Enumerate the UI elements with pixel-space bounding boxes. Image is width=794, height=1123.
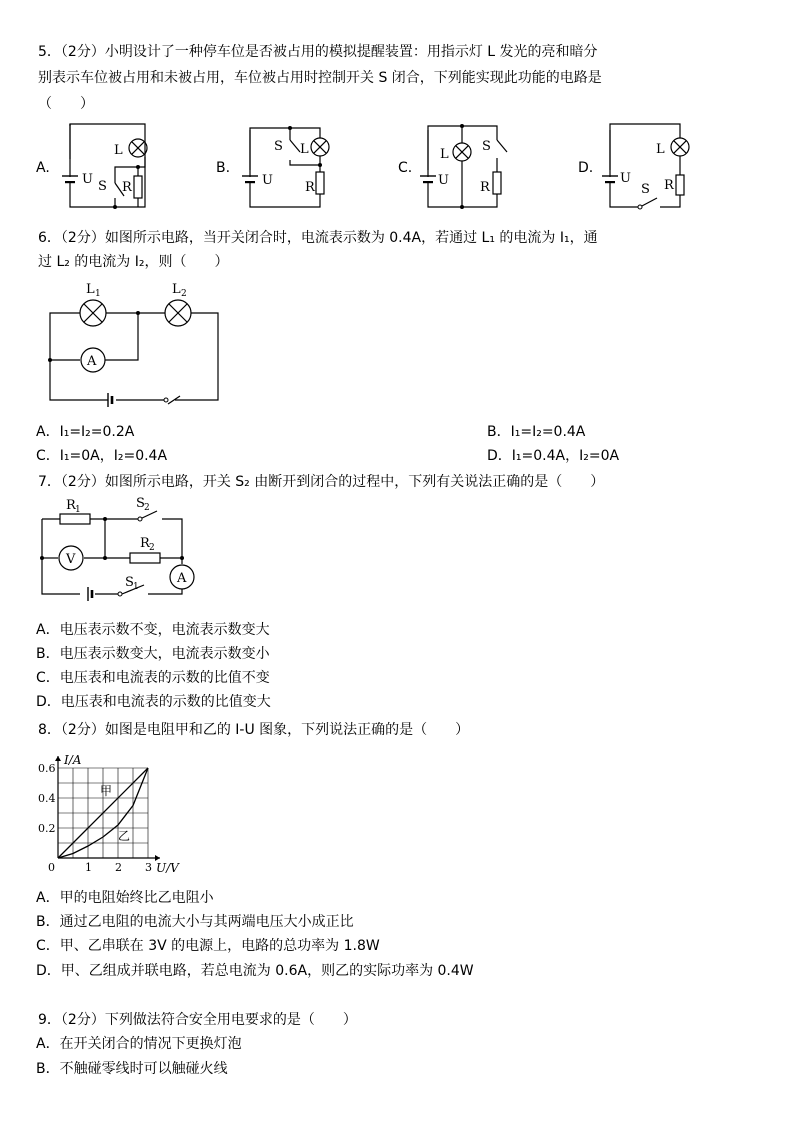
y-tick-label: 0.2	[38, 822, 56, 835]
q5c-lamp-label: L	[440, 147, 449, 162]
q6-option-b: B．I₁=I₂=0.4A	[487, 424, 586, 440]
q5c-source-label: U	[438, 173, 449, 188]
q6-stem-line1: 6．（2分）如图所示电路，当开关闭合时，电流表示数为 0.4A，若通过 L₁ 的电流为 I₁，通	[38, 230, 598, 246]
q7-s2-sub: 2	[144, 503, 150, 513]
q7-s1-label: S	[125, 575, 134, 590]
q8-option-b: B．通过乙电阻的电流大小与其两端电压大小成正比	[36, 914, 354, 930]
q6-lamp1-label: L	[86, 282, 95, 297]
q5b-switch-label: S	[274, 139, 283, 154]
series-yi-label: 乙	[118, 829, 131, 843]
q5-stem-line2: 别表示车位被占用和未被占用，车位被占用时控制开关 S 闭合，下列能实现此功能的电路是	[38, 70, 602, 86]
q7-s2-label: S	[136, 496, 145, 511]
q6-ammeter-label: A	[87, 354, 97, 369]
q7-s1-sub: 1	[133, 582, 139, 592]
q7-option-b: B．电压表示数变大，电流表示数变小	[36, 646, 270, 662]
x-tick-label: 1	[85, 861, 92, 874]
q5a-resistor-label: R	[122, 180, 132, 195]
q6-option-c: C．I₁=0A，I₂=0.4A	[36, 448, 168, 464]
q6-option-d: D．I₁=0.4A，I₂=0A	[487, 448, 620, 464]
y-axis-arrow	[55, 756, 61, 761]
x-tick-label: 2	[115, 861, 122, 874]
q5-option-a-label: A.	[36, 160, 50, 176]
chart-xlabel: U/V	[156, 861, 179, 875]
q5c-resistor-label: R	[480, 180, 490, 195]
q5d-source-label: U	[620, 171, 631, 186]
q5-option-c-label: C.	[398, 160, 413, 176]
q5a-switch-label: S	[98, 179, 107, 194]
q7-voltmeter-label: V	[66, 552, 76, 567]
q7-r2-sub: 2	[149, 543, 155, 553]
q6-lamp2-label: L	[172, 282, 181, 297]
q6-option-a: A．I₁=I₂=0.2A	[36, 424, 135, 440]
q9-option-b: B．不触碰零线时可以触碰火线	[36, 1061, 228, 1077]
series-jia-label: 甲	[100, 784, 113, 798]
q5d-resistor-label: R	[664, 178, 674, 193]
q5d-lamp-label: L	[656, 142, 665, 157]
x-tick-label: 0	[48, 861, 55, 874]
q7-ammeter-label: A	[177, 571, 187, 586]
q7-option-d: D．电压表和电流表的示数的比值变大	[36, 694, 271, 710]
q5-stem-line1: 5．（2分）小明设计了一种停车位是否被占用的模拟提醒装置：用指示灯 L 发光的亮和暗分	[38, 44, 598, 60]
chart-ticks	[38, 762, 152, 874]
q7-stem: 7．（2分）如图所示电路，开关 S₂ 由断开到闭合的过程中，下列有关说法正确的是（ ）	[38, 474, 605, 490]
q9-option-a: A．在开关闭合的情况下更换灯泡	[36, 1036, 242, 1052]
q5a-lamp-label: L	[114, 143, 123, 158]
q5-stem-line3: （ ）	[38, 96, 94, 112]
q9-stem: 9．（2分）下列做法符合安全用电要求的是（ ）	[38, 1012, 357, 1028]
y-tick-label: 0.6	[38, 762, 56, 775]
q7-option-c: C．电压表和电流表的示数的比值不变	[36, 670, 270, 686]
q5b-source-label: U	[262, 173, 273, 188]
q8-option-a: A．甲的电阻始终比乙电阻小	[36, 890, 214, 906]
q7-r2-label: R	[140, 536, 150, 551]
q8-option-d: D．甲、乙组成并联电路，若总电流为 0.6A，则乙的实际功率为 0.4W	[36, 963, 474, 979]
q5-option-b-label: B.	[216, 160, 231, 176]
q6-lamp2-sub: 2	[181, 289, 187, 299]
q6-lamp1-sub: 1	[95, 289, 101, 299]
q5-option-d-label: D.	[578, 160, 594, 176]
q8-option-c: C．甲、乙串联在 3V 的电源上，电路的总功率为 1.8W	[36, 938, 380, 954]
chart-ylabel: I/A	[64, 753, 82, 767]
q7-option-a: A．电压表示数不变，电流表示数变大	[36, 622, 270, 638]
y-tick-label: 0.4	[38, 792, 56, 805]
q5b-resistor-label: R	[305, 180, 315, 195]
q5c-switch-label: S	[482, 139, 491, 154]
q7-r1-sub: 1	[75, 505, 81, 515]
q6-stem-line2: 过 L₂ 的电流为 I₂，则（ ）	[38, 254, 229, 270]
q5d-switch-label: S	[641, 182, 650, 197]
q5b-lamp-label: L	[300, 142, 309, 157]
q8-stem: 8．（2分）如图是电阻甲和乙的 I-U 图象，下列说法正确的是（ ）	[38, 722, 470, 738]
x-tick-label: 3	[145, 861, 152, 874]
q5a-source-label: U	[82, 172, 93, 187]
q7-r1-label: R	[66, 498, 76, 513]
